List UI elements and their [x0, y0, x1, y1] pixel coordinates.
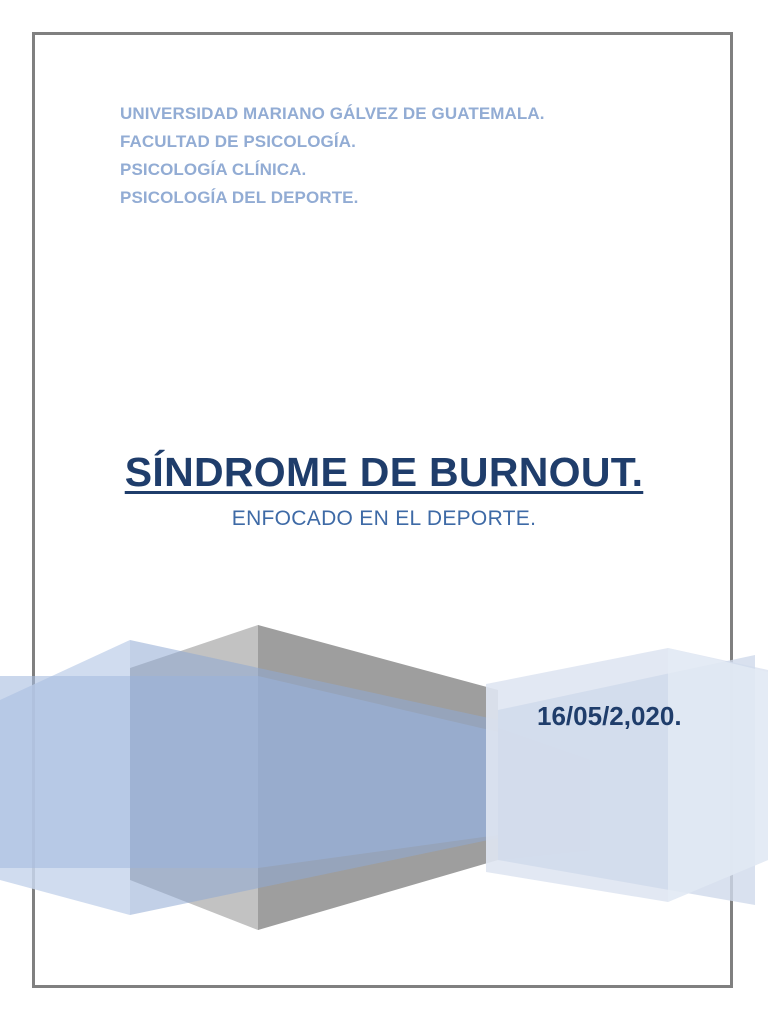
institution-block — [120, 100, 545, 212]
title-block — [0, 446, 768, 534]
right-ribbon-edge — [668, 648, 768, 902]
decorative-ribbon — [0, 620, 768, 940]
university-name: UNIVERSIDAD MARIANO GÁLVEZ DE GUATEMALA. — [120, 104, 545, 123]
faculty-name: FACULTAD DE PSICOLOGÍA. — [120, 132, 356, 151]
program-name: PSICOLOGÍA CLÍNICA. — [120, 160, 307, 179]
course-name: PSICOLOGÍA DEL DEPORTE. — [120, 188, 359, 207]
document-date: 16/05/2,020. — [537, 701, 682, 731]
document-title: SÍNDROME DE BURNOUT. — [124, 449, 644, 495]
document-subtitle: ENFOCADO EN EL DEPORTE. — [231, 507, 537, 530]
